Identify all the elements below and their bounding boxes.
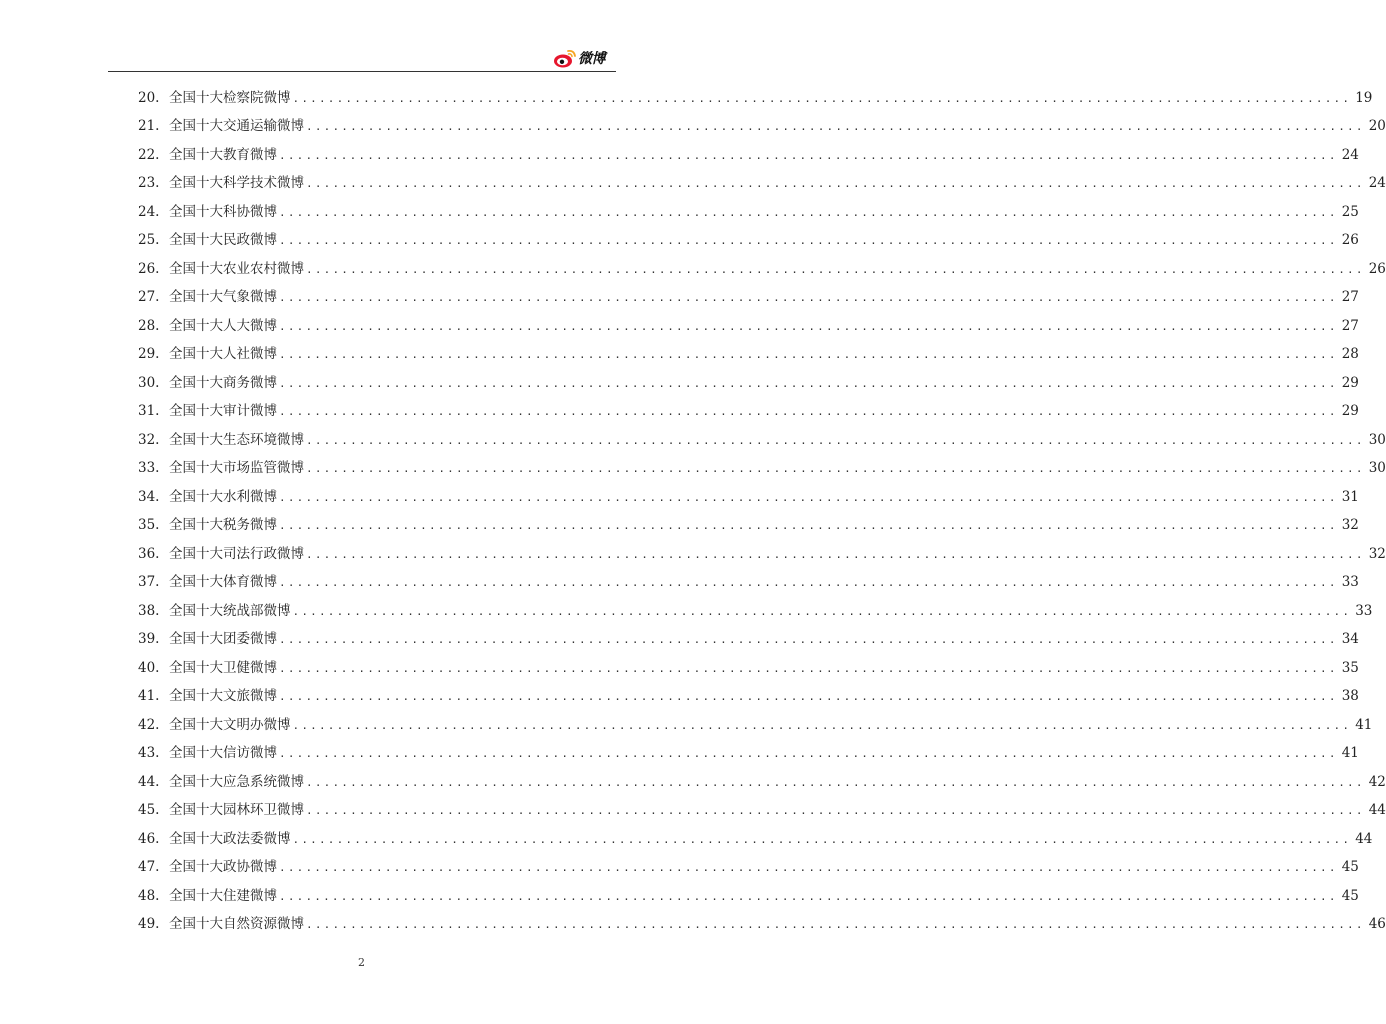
toc-leader-dots: ........................................................................................................................ [306, 775, 1365, 789]
toc-entry[interactable] [138, 198, 1359, 227]
toc-entry-number: 42. [138, 716, 160, 733]
toc-entry[interactable] [138, 227, 1359, 256]
toc-leader-dots: ........................................................................................................................ [306, 262, 1365, 276]
toc-entry[interactable] [138, 882, 1359, 911]
toc-entry-number: 21. [138, 118, 160, 134]
toc-entry-title: 全国十大气象微博 [169, 289, 277, 305]
toc-entry-page: 27 [1341, 289, 1359, 305]
toc-entry-title: 全国十大市场监管微博 [169, 460, 304, 476]
toc-leader-dots: ........................................................................................................................ [279, 576, 1338, 590]
toc-entry-number: 27. [138, 289, 160, 305]
toc-entry-title: 全国十大人大微博 [169, 317, 277, 334]
toc-entry-page: 30 [1368, 431, 1386, 448]
toc-leader-dots: ........................................................................................................................ [279, 633, 1338, 647]
toc-entry[interactable] [138, 84, 1373, 113]
weibo-eye-icon [553, 47, 577, 69]
toc-entry-page: 45 [1341, 859, 1359, 875]
toc-entry-number: 43. [138, 745, 160, 761]
toc-entry-title: 全国十大自然资源微博 [169, 916, 304, 932]
toc-entry-title: 全国十大应急系统微博 [169, 773, 304, 790]
toc-entry-number: 48. [138, 887, 160, 904]
toc-entry-number: 35. [138, 517, 160, 533]
toc-entry-page: 34 [1341, 631, 1359, 647]
toc-entry[interactable] [138, 341, 1359, 370]
page-number: 2 [358, 956, 365, 969]
toc-entry-page: 31 [1341, 488, 1359, 505]
toc-entry-title: 全国十大商务微博 [169, 374, 277, 391]
toc-leader-dots: ........................................................................................................................ [279, 490, 1338, 504]
toc-entry-page: 41 [1355, 716, 1373, 733]
logo-text: 微博 [578, 51, 605, 67]
toc-entry-number: 26. [138, 260, 160, 277]
toc-entry-page: 35 [1341, 659, 1359, 676]
toc-leader-dots: ........................................................................................................................ [279, 205, 1338, 219]
toc-entry-page: 44 [1355, 830, 1373, 847]
toc-entry-page: 26 [1368, 260, 1386, 277]
toc-entry[interactable] [138, 911, 1386, 940]
toc-entry-title: 全国十大统战部微博 [169, 602, 291, 619]
header-divider [108, 71, 616, 72]
toc-entry-page: 45 [1341, 887, 1359, 904]
toc-entry[interactable] [138, 711, 1373, 740]
toc-entry-page: 42 [1368, 773, 1386, 790]
toc-leader-dots: ........................................................................................................................ [306, 120, 1365, 134]
toc-entry-title: 全国十大生态环境微博 [169, 431, 304, 448]
toc-leader-dots: ........................................................................................................................ [306, 462, 1365, 476]
toc-entry-page: 27 [1341, 317, 1359, 334]
toc-leader-dots: ........................................................................................................................ [306, 547, 1365, 561]
toc-entry-number: 49. [138, 916, 160, 932]
toc-leader-dots: ........................................................................................................................ [279, 661, 1338, 675]
toc-entry[interactable] [138, 255, 1386, 284]
toc-entry[interactable] [138, 654, 1359, 683]
toc-leader-dots: ........................................................................................................................ [292, 832, 1352, 846]
toc-leader-dots: ........................................................................................................................ [279, 747, 1338, 761]
toc-leader-dots: ........................................................................................................................ [279, 376, 1338, 390]
toc-entry-number: 44. [138, 773, 160, 790]
toc-entry-title: 全国十大文明办微博 [169, 716, 291, 733]
toc-entry-page: 41 [1341, 745, 1359, 761]
toc-entry[interactable] [138, 569, 1359, 598]
toc-entry-title: 全国十大人社微博 [169, 346, 277, 362]
toc-entry-number: 24. [138, 203, 160, 220]
toc-entry-number: 41. [138, 688, 160, 704]
toc-leader-dots: ........................................................................................................................ [279, 861, 1338, 875]
toc-leader-dots: ........................................................................................................................ [306, 177, 1365, 191]
toc-entry-title: 全国十大政协微博 [169, 859, 277, 875]
toc-entry[interactable] [138, 483, 1359, 512]
toc-leader-dots: ........................................................................................................................ [279, 889, 1338, 903]
toc-entry-number: 33. [138, 460, 160, 476]
toc-entry-page: 33 [1341, 574, 1359, 590]
toc-entry-page: 25 [1341, 203, 1359, 220]
toc-entry[interactable] [138, 141, 1359, 170]
toc-entry-page: 32 [1368, 545, 1386, 562]
toc-entry[interactable] [138, 455, 1386, 484]
toc-entry[interactable] [138, 797, 1386, 826]
toc-leader-dots: ........................................................................................................................ [279, 234, 1338, 248]
toc-entry-title: 全国十大水利微博 [169, 488, 277, 505]
toc-leader-dots: ........................................................................................................................ [292, 718, 1352, 732]
toc-entry-number: 36. [138, 545, 160, 562]
toc-entry-title: 全国十大科协微博 [169, 203, 277, 220]
toc-leader-dots: ........................................................................................................................ [292, 91, 1352, 105]
toc-leader-dots: ........................................................................................................................ [306, 918, 1365, 932]
toc-entry-number: 46. [138, 830, 160, 847]
toc-entry-title: 全国十大教育微博 [169, 146, 277, 163]
toc-entry[interactable] [138, 426, 1386, 455]
toc-entry-title: 全国十大科学技术微博 [169, 175, 304, 191]
weibo-logo [553, 47, 617, 69]
toc-entry-number: 31. [138, 403, 160, 419]
toc-leader-dots: ........................................................................................................................ [306, 433, 1365, 447]
toc-entry[interactable] [138, 170, 1386, 199]
toc-leader-dots: ........................................................................................................................ [279, 291, 1338, 305]
toc-leader-dots: ........................................................................................................................ [279, 519, 1338, 533]
toc-entry[interactable] [138, 540, 1386, 569]
toc-entry[interactable] [138, 284, 1359, 313]
toc-entry-page: 44 [1368, 802, 1386, 818]
toc-entry[interactable] [138, 626, 1359, 655]
toc-entry[interactable] [138, 113, 1386, 142]
toc-entry-page: 29 [1341, 374, 1359, 391]
toc-entry-page: 28 [1341, 346, 1359, 362]
toc-entry-number: 39. [138, 631, 160, 647]
toc-entry-number: 23. [138, 175, 160, 191]
toc-entry-title: 全国十大检察院微博 [169, 89, 291, 106]
toc-entry-page: 24 [1368, 175, 1386, 191]
toc-entry-number: 28. [138, 317, 160, 334]
toc-entry-page: 38 [1341, 688, 1359, 704]
toc-leader-dots: ........................................................................................................................ [279, 348, 1338, 362]
toc-leader-dots: ........................................................................................................................ [279, 148, 1338, 162]
toc-leader-dots: ........................................................................................................................ [279, 690, 1338, 704]
toc-entry-title: 全国十大税务微博 [169, 517, 277, 533]
toc-entry-number: 20. [138, 89, 160, 106]
toc-entry-page: 29 [1341, 403, 1359, 419]
toc-entry-title: 全国十大农业农村微博 [169, 260, 304, 277]
toc-entry-title: 全国十大文旅微博 [169, 688, 277, 704]
toc-entry-title: 全国十大交通运输微博 [169, 118, 304, 134]
toc-entry-page: 20 [1368, 118, 1386, 134]
toc-entry-page: 24 [1341, 146, 1359, 163]
toc-entry-number: 47. [138, 859, 160, 875]
toc-entry-title: 全国十大团委微博 [169, 631, 277, 647]
toc-entry-number: 40. [138, 659, 160, 676]
table-of-contents [138, 84, 1386, 939]
toc-entry-number: 45. [138, 802, 160, 818]
toc-entry-title: 全国十大信访微博 [169, 745, 277, 761]
toc-entry-title: 全国十大审计微博 [169, 403, 277, 419]
toc-entry-number: 34. [138, 488, 160, 505]
toc-leader-dots: ........................................................................................................................ [292, 604, 1352, 618]
toc-entry-title: 全国十大政法委微博 [169, 830, 291, 847]
toc-entry-title: 全国十大住建微博 [169, 887, 277, 904]
toc-entry[interactable] [138, 369, 1359, 398]
toc-entry-number: 22. [138, 146, 160, 163]
toc-entry-page: 46 [1368, 916, 1386, 932]
toc-entry-page: 26 [1341, 232, 1359, 248]
toc-entry[interactable] [138, 825, 1373, 854]
toc-entry-number: 30. [138, 374, 160, 391]
toc-entry[interactable] [138, 512, 1359, 541]
toc-leader-dots: ........................................................................................................................ [279, 319, 1338, 333]
toc-entry-title: 全国十大卫健微博 [169, 659, 277, 676]
toc-entry-page: 30 [1368, 460, 1386, 476]
toc-entry-page: 19 [1355, 89, 1373, 106]
toc-entry-number: 37. [138, 574, 160, 590]
toc-entry[interactable] [138, 398, 1359, 427]
toc-entry-page: 33 [1355, 602, 1373, 619]
toc-entry-page: 32 [1341, 517, 1359, 533]
toc-entry[interactable] [138, 683, 1359, 712]
toc-entry[interactable] [138, 312, 1359, 341]
toc-entry-number: 32. [138, 431, 160, 448]
toc-entry[interactable] [138, 768, 1386, 797]
toc-entry-title: 全国十大司法行政微博 [169, 545, 304, 562]
toc-entry-title: 全国十大民政微博 [169, 232, 277, 248]
toc-entry[interactable] [138, 597, 1373, 626]
toc-entry-number: 25. [138, 232, 160, 248]
toc-entry-number: 38. [138, 602, 160, 619]
toc-entry-title: 全国十大体育微博 [169, 574, 277, 590]
toc-leader-dots: ........................................................................................................................ [279, 405, 1338, 419]
toc-entry-title: 全国十大园林环卫微博 [169, 802, 304, 818]
toc-leader-dots: ........................................................................................................................ [306, 804, 1365, 818]
toc-entry-number: 29. [138, 346, 160, 362]
toc-entry[interactable] [138, 740, 1359, 769]
toc-entry[interactable] [138, 854, 1359, 883]
